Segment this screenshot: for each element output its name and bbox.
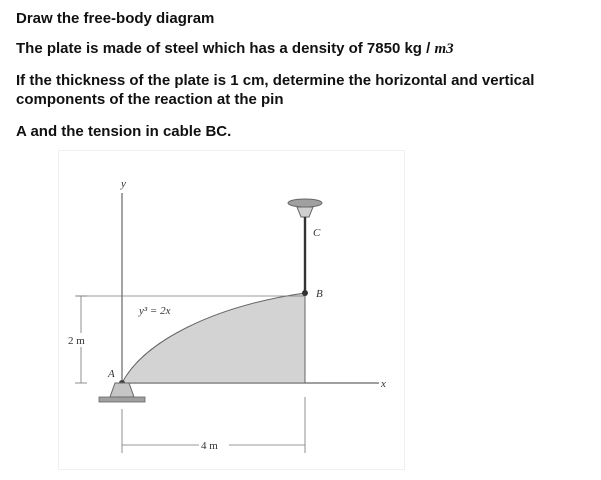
y-axis-label: y (121, 178, 126, 190)
density-unit: m3 (434, 41, 454, 57)
width-dimension-label: 4 m (201, 440, 218, 452)
ceiling-support (288, 199, 322, 207)
point-b-pin (302, 290, 308, 296)
pin-support-bracket (110, 383, 134, 397)
point-c-label: C (313, 227, 321, 239)
curve-equation: y³ = 2x (139, 305, 171, 317)
cable-hook (297, 207, 313, 217)
ground-base (99, 397, 145, 402)
density-line (16, 39, 454, 59)
density-text: The plate is made of steel which has a density of 7850 kg / (16, 40, 435, 57)
instruction-line: Draw the free-body diagram (16, 10, 215, 27)
point-a-label: A (108, 368, 115, 380)
question-line-end: A and the tension in cable BC. (16, 123, 232, 140)
figure-drawing (59, 151, 404, 469)
x-axis-label: x (381, 378, 386, 390)
point-b-label: B (316, 288, 323, 300)
plate-figure (58, 150, 405, 470)
height-dimension-label: 2 m (68, 335, 85, 347)
question-line: If the thickness of the plate is 1 cm, determine the horizontal and vertical components of the reaction at the pin (16, 72, 535, 108)
